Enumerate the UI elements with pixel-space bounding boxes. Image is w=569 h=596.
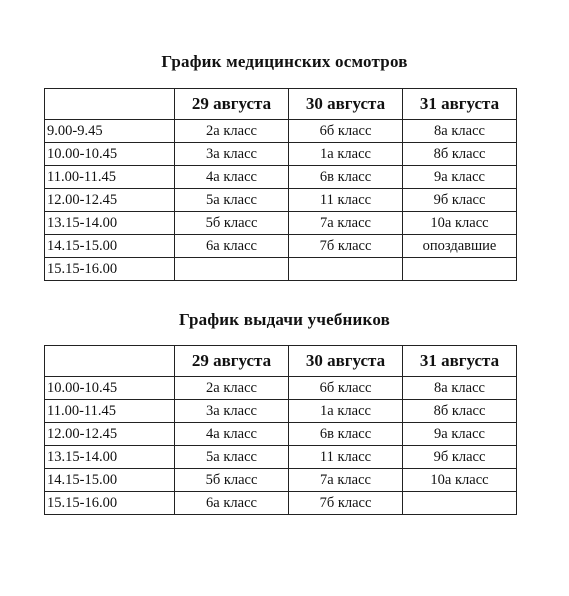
class-cell: 6в класс (289, 166, 403, 189)
time-cell: 12.00-12.45 (45, 423, 175, 446)
time-cell: 15.15-16.00 (45, 258, 175, 281)
table-row (45, 377, 517, 400)
class-cell: 5а класс (175, 446, 289, 469)
time-cell: 13.15-14.00 (45, 446, 175, 469)
time-cell: 10.00-10.45 (45, 377, 175, 400)
class-cell (403, 258, 517, 281)
class-cell: 8а класс (403, 377, 517, 400)
table-row (45, 423, 517, 446)
class-cell: 6б класс (289, 377, 403, 400)
date-header: 29 августа (175, 89, 289, 120)
table-row (45, 189, 517, 212)
medical-schedule-title: График медицинских осмотров (161, 52, 408, 71)
class-cell: 9а класс (403, 423, 517, 446)
time-cell: 15.15-16.00 (45, 492, 175, 515)
class-cell: опоздавшие (403, 235, 517, 258)
table-row (45, 212, 517, 235)
class-cell: 3а класс (175, 143, 289, 166)
textbooks-schedule-title: График выдачи учебников (179, 310, 390, 329)
class-cell: 5а класс (175, 189, 289, 212)
table-row (45, 492, 517, 515)
class-cell: 3а класс (175, 400, 289, 423)
time-cell: 13.15-14.00 (45, 212, 175, 235)
class-cell: 5б класс (175, 212, 289, 235)
class-cell: 10а класс (403, 469, 517, 492)
class-cell: 5б класс (175, 469, 289, 492)
time-cell: 9.00-9.45 (45, 120, 175, 143)
table-row (45, 400, 517, 423)
textbooks-schedule-table (44, 345, 517, 515)
time-cell: 14.15-15.00 (45, 469, 175, 492)
class-cell: 9б класс (403, 189, 517, 212)
table-row (45, 143, 517, 166)
table-row (45, 446, 517, 469)
class-cell: 9б класс (403, 446, 517, 469)
class-cell: 2а класс (175, 120, 289, 143)
table-row (45, 235, 517, 258)
class-cell: 1а класс (289, 143, 403, 166)
corner-cell (45, 89, 175, 120)
class-cell: 7а класс (289, 469, 403, 492)
class-cell: 8б класс (403, 143, 517, 166)
class-cell: 11 класс (289, 446, 403, 469)
class-cell: 6а класс (175, 492, 289, 515)
time-cell: 11.00-11.45 (45, 400, 175, 423)
table-row (45, 166, 517, 189)
date-header: 30 августа (289, 346, 403, 377)
time-cell: 12.00-12.45 (45, 189, 175, 212)
time-cell: 14.15-15.00 (45, 235, 175, 258)
class-cell: 11 класс (289, 189, 403, 212)
class-cell: 7б класс (289, 492, 403, 515)
time-cell: 10.00-10.45 (45, 143, 175, 166)
class-cell: 7б класс (289, 235, 403, 258)
date-header: 30 августа (289, 89, 403, 120)
date-header: 31 августа (403, 89, 517, 120)
class-cell: 9а класс (403, 166, 517, 189)
class-cell: 6в класс (289, 423, 403, 446)
date-header: 31 августа (403, 346, 517, 377)
class-cell: 4а класс (175, 166, 289, 189)
table-header-row (45, 346, 517, 377)
table-row (45, 120, 517, 143)
table-row (45, 469, 517, 492)
date-header: 29 августа (175, 346, 289, 377)
class-cell: 6б класс (289, 120, 403, 143)
class-cell: 1а класс (289, 400, 403, 423)
table-header-row (45, 89, 517, 120)
class-cell: 8б класс (403, 400, 517, 423)
corner-cell (45, 346, 175, 377)
class-cell (289, 258, 403, 281)
time-cell: 11.00-11.45 (45, 166, 175, 189)
class-cell: 8а класс (403, 120, 517, 143)
medical-schedule-table (44, 88, 517, 281)
table-row (45, 258, 517, 281)
class-cell: 4а класс (175, 423, 289, 446)
class-cell: 7а класс (289, 212, 403, 235)
class-cell: 2а класс (175, 377, 289, 400)
class-cell: 10а класс (403, 212, 517, 235)
class-cell (175, 258, 289, 281)
class-cell (403, 492, 517, 515)
class-cell: 6а класс (175, 235, 289, 258)
